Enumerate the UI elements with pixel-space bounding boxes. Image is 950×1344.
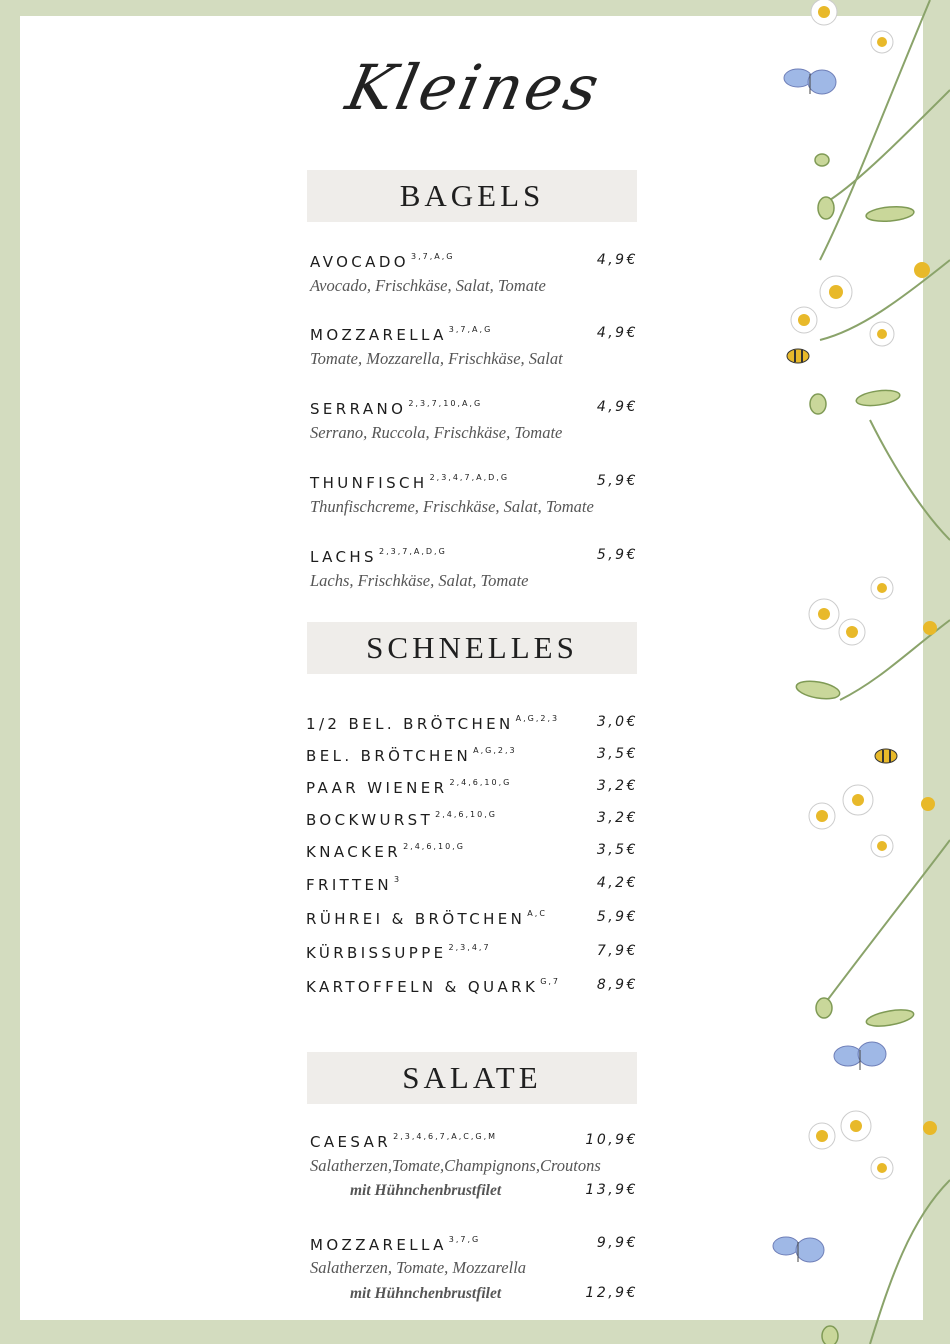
allergen-codes: 2,3,4,6,7,A,C,G,M [393,1132,498,1141]
item-price: 5,9€ [596,909,638,925]
item-description: Thunfischcreme, Frischkäse, Salat, Tomate [310,497,594,516]
item-name: RÜHREI & BRÖTCHEN $^{A,C}$ [306,909,547,928]
item-name: BOCKWURST $^{2,4,6,10,G}$ [306,810,497,829]
item-price: 4,2€ [596,875,638,891]
menu-title: Kleines [340,51,608,124]
item-extra: mit Hühnchenbrustfilet [350,1182,502,1199]
item-name: AVOCADO $^{3,7,A,G}$ [310,252,455,271]
item-price: 3,0€ [596,714,638,730]
item-price: 10,9€ [585,1132,638,1148]
floral-border [760,0,950,1344]
item-extra-price: 12,9€ [585,1285,638,1301]
item-name: MOZZARELLA $^{3,7,G}$ [310,1235,481,1254]
item-price: 3,2€ [596,810,638,826]
item-description: Salatherzen, Tomate, Mozzarella [310,1258,527,1277]
item-price: 4,9€ [596,325,638,341]
allergen-codes: 2,3,4,7,A,D,G [429,473,510,482]
item-name: KARTOFFELN & QUARK $^{G,7}$ [306,977,561,996]
allergen-codes: A,C [527,909,547,918]
allergen-codes: 3 [394,875,402,884]
allergen-codes: 3,7,A,G [411,252,455,261]
section-heading-salate: SALATE [307,1052,637,1104]
allergen-codes: 2,4,6,10,G [435,810,497,819]
item-name: LACHS $^{2,3,7,A,D,G}$ [310,547,447,566]
item-name: PAAR WIENER $^{2,4,6,10,G}$ [306,778,512,797]
item-name: KÜRBISSUPPE $^{2,3,4,7}$ [306,943,491,962]
item-price: 9,9€ [596,1235,638,1251]
item-description: Salatherzen,Tomate,Champignons,Croutons [310,1156,601,1175]
leaf-icon [795,154,915,1344]
item-name: CAESAR $^{2,3,4,6,7,A,C,G,M}$ [310,1132,498,1151]
allergen-codes: 2,4,6,10,G [403,842,465,851]
item-description: Serrano, Ruccola, Frischkäse, Tomate [310,423,563,442]
allergen-codes: 3,7,A,G [448,325,493,334]
item-description: Tomate, Mozzarella, Frischkäse, Salat [310,349,563,368]
item-name: FRITTEN $^3$ [306,875,402,894]
allergen-codes: 2,3,4,7 [448,943,491,952]
butterfly-icon [773,69,886,1262]
item-price: 4,9€ [596,399,638,415]
item-price: 4,9€ [596,252,638,268]
allergen-codes: 3,7,G [448,1235,481,1244]
item-description: Lachs, Frischkäse, Salat, Tomate [310,571,529,590]
section-heading-schnelles: SCHNELLES [307,622,637,674]
item-name: MOZZARELLA $^{3,7,A,G}$ [310,325,493,344]
item-price: 8,9€ [596,977,638,993]
allergen-codes: A,G,2,3 [473,746,517,755]
item-extra: mit Hühnchenbrustfilet [350,1285,502,1302]
item-price: 5,9€ [596,473,638,489]
item-price: 5,9€ [596,547,638,563]
allergen-codes: 2,3,7,10,A,G [408,399,483,408]
item-name: THUNFISCH $^{2,3,4,7,A,D,G}$ [310,473,510,492]
section-heading-bagels: BAGELS [307,170,637,222]
stems-icon [820,0,950,1344]
item-extra-price: 13,9€ [585,1182,638,1198]
item-name: SERRANO $^{2,3,7,10,A,G}$ [310,399,483,418]
item-price: 7,9€ [596,943,638,959]
bee-icon [787,349,897,763]
item-description: Avocado, Frischkäse, Salat, Tomate [310,276,546,295]
allergen-codes: 2,4,6,10,G [449,778,512,787]
item-name: KNACKER $^{2,4,6,10,G}$ [306,842,465,861]
allergen-codes: A,G,2,3 [515,714,560,723]
allergen-codes: 2,3,7,A,D,G [378,547,447,556]
item-price: 3,2€ [596,778,638,794]
item-name: 1/2 BEL. BRÖTCHEN $^{A,G,2,3}$ [306,714,560,733]
daisy-icon [791,0,937,1179]
item-name: BEL. BRÖTCHEN $^{A,G,2,3}$ [306,746,517,765]
allergen-codes: G,7 [540,977,561,986]
item-price: 3,5€ [596,842,638,858]
item-price: 3,5€ [596,746,638,762]
